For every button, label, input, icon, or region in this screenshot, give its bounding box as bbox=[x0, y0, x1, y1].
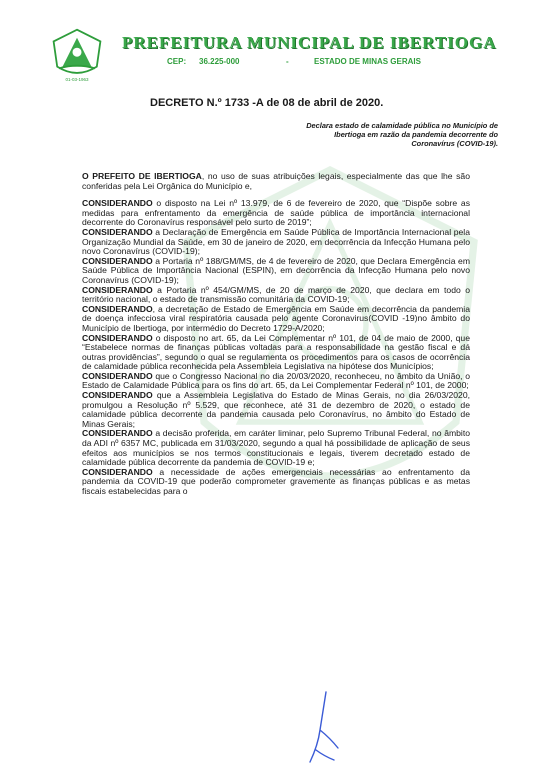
considerando-text: a decisão proferida, em caráter liminar, pelo Supremo Tribunal Federal, no âmbito da ADI nº 6357 MC, publicada em 31/03/2020, segundo a qual há possibilidade de aplicação de seus efeitos aos municípios se nos termos constitucionais e legais, tiverem decretado estado de calamidade pública decorrente da pandemia de COVID-19 e; bbox=[82, 428, 470, 468]
header-title: PREFEITURA MUNICIPAL DE IBERTIOGA bbox=[122, 33, 497, 52]
decree-title: DECRETO N.º 1733 -A de 08 de abril de 2020. bbox=[150, 97, 384, 109]
decree-ementa: Declara estado de calamidade pública no Município de Ibertioga em razão da pandemia decorrente do Coronavírus (COVID-19). bbox=[306, 121, 498, 148]
municipal-logo bbox=[50, 27, 104, 81]
cep-value: 36.225-000 bbox=[199, 57, 240, 66]
considerando-paragraph bbox=[82, 334, 470, 372]
considerando-text: a Portaria nº 454/GM/MS, de 20 de março de 2020, que declara em todo o território nacional, o estado de transmissão comunitária da COVID-19; bbox=[82, 284, 470, 305]
considerando-text: a Portaria nº 188/GM/MS, de 4 de fevereiro de 2020, que Declara Emergência em Saúde Pública de Importância Nacional (ESPIN), em decorrência da Infecção Humana pelo novo Coronavírus (COVID-19); bbox=[82, 255, 470, 285]
considerando-paragraph bbox=[82, 391, 470, 429]
intro-paragraph bbox=[82, 172, 470, 191]
considerando-paragraph bbox=[82, 257, 470, 286]
considerando-paragraph bbox=[82, 429, 470, 467]
considerando-paragraph bbox=[82, 305, 470, 334]
considerando-text: , a decretação de Estado de Emergência em Saúde em decorrência da pandemia de doença infecciosa viral respiratória causada pelo agente Coronavirus(COVID -19)no âmbito do Município de Ibertioga, por intermédio do Decreto 1729-A/2020; bbox=[82, 303, 470, 333]
considerando-keyword: CONSIDERANDO bbox=[82, 303, 153, 314]
considerando-text: o disposto no art. 65, da Lei Complementar nº 101, de 04 de maio de 2000, que “Estabelece normas de finanças públicas voltadas para a responsabilidade na gestão fiscal e dá outras providências”, segundo o qual se regulamenta os procedimentos para os casos de ocorrência de calamidade pública reconhecida pela Assembleia Legislativa na hipótese dos Municípios; bbox=[82, 332, 470, 372]
decree-body bbox=[82, 172, 470, 497]
considerando-paragraph bbox=[82, 199, 470, 228]
considerando-keyword: CONSIDERANDO bbox=[82, 370, 153, 381]
considerando-text: que a Assembleia Legislativa do Estado de Minas Gerais, no dia 26/03/2020, promulgou a Resolução nº 5.529, que reconhece, até 31 de dezembro de 2020, o estado de calamidade pública decorrente da pandemia causada pelo Coronavírus, no âmbito do Estado de Minas Gerais; bbox=[82, 390, 470, 429]
considerando-keyword: CONSIDERANDO bbox=[82, 198, 153, 209]
considerando-text: a Declaração de Emergência em Saúde Pública de Importância Internacional pela Organização Mundial da Saúde, em 30 de janeiro de 2020, em decorrência da Infecção Humana pelo novo Coronavírus (COVID-19); bbox=[82, 226, 470, 257]
considerando-keyword: CONSIDERANDO bbox=[82, 466, 153, 477]
signature-mark bbox=[296, 690, 346, 770]
considerando-keyword: CONSIDERANDO bbox=[82, 255, 153, 266]
header-separator: - bbox=[286, 57, 289, 66]
considerando-paragraph bbox=[82, 228, 470, 257]
considerando-text: o disposto na Lei nº 13.979, de 6 de fevereiro de 2020, que “Dispõe sobre as medidas para enfrentamento da emergência de saúde pública de importância internacional decorrente do Coronavírus responsável pelo surto de 2019”; bbox=[82, 198, 470, 228]
considerando-paragraph bbox=[82, 372, 470, 391]
state-name: ESTADO DE MINAS GERAIS bbox=[314, 57, 421, 66]
intro-text: , no uso de suas atribuições legais, especialmente das que lhe são conferidas pela Lei Orgânica do Município e, bbox=[82, 171, 470, 191]
considerando-keyword: CONSIDERANDO bbox=[82, 226, 153, 237]
considerando-keyword: CONSIDERANDO bbox=[82, 332, 153, 343]
logo-date: 01-03-1963 bbox=[65, 77, 89, 82]
considerando-keyword: CONSIDERANDO bbox=[82, 428, 153, 439]
considerando-paragraph bbox=[82, 286, 470, 305]
considerando-text: a necessidade de ações emergenciais necessárias ao enfrentamento da pandemia da COVID-19 que poderão comprometer gravemente as finanças públicas e as metas fiscais estabelecidas para o bbox=[82, 466, 470, 496]
intro-keyword: O PREFEITO DE IBERTIOGA bbox=[82, 171, 202, 181]
cep-label: CEP: bbox=[167, 57, 187, 66]
considerando-keyword: CONSIDERANDO bbox=[82, 390, 153, 401]
considerando-text: que o Congresso Nacional no dia 20/03/2020, reconheceu, no âmbito da União, o Estado de Calamidade Pública para os fins do art. 65, da Lei Complementar Federal nº 101, de 2000; bbox=[82, 370, 470, 391]
considerando-keyword: CONSIDERANDO bbox=[82, 284, 153, 295]
considerando-paragraph bbox=[82, 468, 470, 497]
